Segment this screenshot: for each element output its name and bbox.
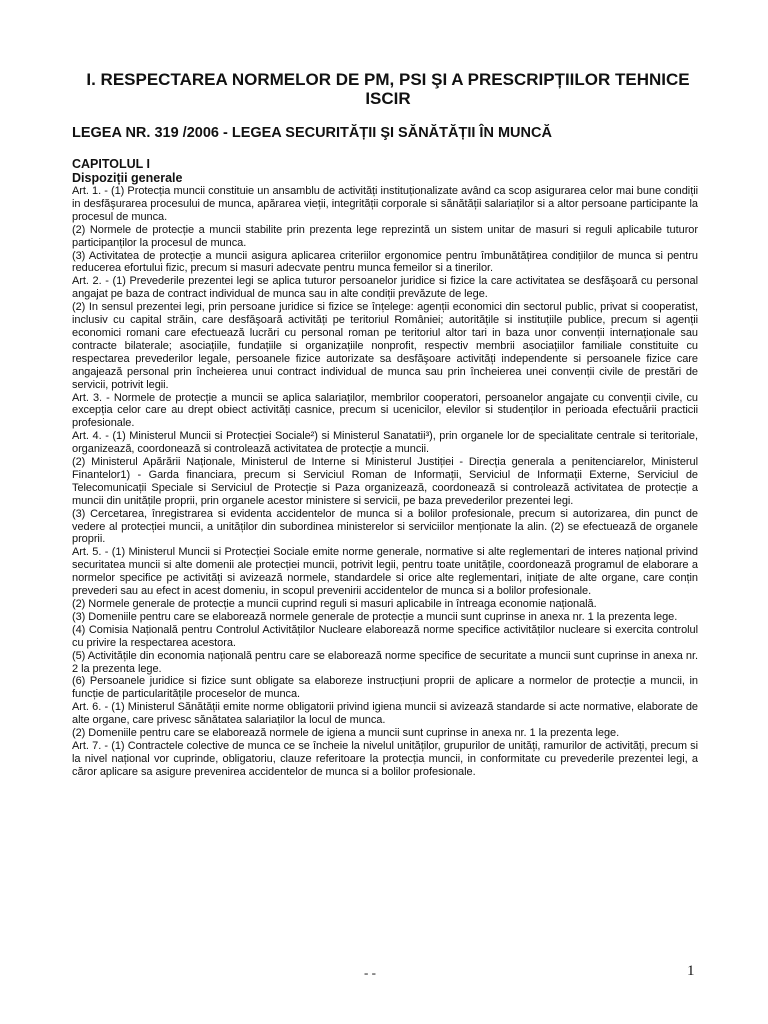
paragraph: Art. 6. - (1) Ministerul Sănătății emite norme obligatorii privind igiena muncii si avizează standarde si acte normative, elaborate de alte organe, care privesc sănătatea salariaților la locul de munca. <box>72 701 698 727</box>
law-title: LEGEA NR. 319 /2006 - LEGEA SECURITĂȚII ŞI SĂNĂTĂȚII ÎN MUNCĂ <box>72 125 552 141</box>
paragraph: (3) Cercetarea, înregistrarea si evidenta accidentelor de munca si a bolilor profesionale, precum si autorizarea, din punct de vedere al protecției muncii, a unităților din subordinea ministerelor si serviciilor menționate la alin. (2) se efectuează de organele proprii. <box>72 507 698 546</box>
paragraph: Art. 2. - (1) Prevederile prezentei legi se aplica tuturor persoanelor juridice si fizice la care activitatea se desfăşoară cu personal angajat pe baza de contract individual de munca sau in alte condiții prevăzute de lege. <box>72 275 698 301</box>
paragraph: Art. 4. - (1) Ministerul Muncii si Protecției Sociale²) si Ministerul Sanatatii³), prin organele lor de specialitate centrale si teritoriale, organizează, coordonează si controlează activitatea de protecție a muncii. <box>72 430 698 456</box>
chapter-heading: CAPITOLUL I <box>72 157 151 171</box>
chapter-subtitle: Dispoziții generale <box>72 171 183 185</box>
document-page <box>72 70 698 779</box>
paragraph: (2) Domeniile pentru care se elaborează normele de igiena a muncii sunt cuprinse in anexa nr. 1 la prezenta lege. <box>72 727 620 740</box>
paragraph: (2) In sensul prezentei legi, prin persoane juridice si fizice se înțelege: agenții economici din sectorul public, privat si cooperatist, inclusiv cu capital străin, care desfăşoară activități pe teritoriul României; autoritățile si instituțiile publice, precum si agenții economici romani care efectuează lucrări cu personal roman pe teritoriul altor tari in baza unor convenții internaționale sau contracte bilaterale; asociațiile, fundațiile si organizațiile nonprofit, respectiv membrii asociațiilor familiale constituite cu respectarea prevederilor legale, persoanele fizice autorizate sa desfăşoare activități independente si persoanele fizice care angajează personal prin încheierea unui contract individual de munca sau prin încheierea unei convenții civile de prestări de servicii, potrivit legii. <box>72 301 698 391</box>
paragraph: Art. 5. - (1) Ministerul Muncii si Protecției Sociale emite norme generale, normative si alte reglementari de interes național privind securitatea muncii si alte domenii ale protecției muncii, potrivit legii, pentru toate unitățile, coordonează programul de elaborare a normelor specifice pe activități si avizează normele, standardele si orice alte reglementari, inițiate de alte organe, care conțin prevederi sau au efect in acest domeniu, in scopul prevenirii accidentelor de munca si a bolilor profesionale. <box>72 546 698 598</box>
footer-dashes: - - <box>364 965 376 980</box>
paragraph: Art. 1. - (1) Protecția muncii constituie un ansamblu de activități instituționalizate având ca scop asigurarea celor mai bune condiții in desfăşurarea procesului de munca, apărarea vieții, integrității corporale si sănătății salariaților si a altor persoane participante la procesul de munca. <box>72 185 698 223</box>
paragraph: Art. 7. - (1) Contractele colective de munca ce se încheie la nivelul unităților, grupurilor de unități, ramurilor de activități, precum si la nivel național vor cuprinde, obligatoriu, clauze referitoare la protecția muncii, in conformitate cu prevederile prezentei legi, a căror aplicare sa asigure prevenirea accidentelor de munca si a bolilor profesionale. <box>72 739 698 778</box>
paragraph: (2) Normele generale de protecție a muncii cuprind reguli si masuri aplicabile in întreaga economie națională. <box>72 598 597 610</box>
paragraph: (3) Domeniile pentru care se elaborează normele generale de protecție a muncii sunt cuprinse in anexa nr. 1 la prezenta lege. <box>72 610 678 623</box>
paragraph: (2) Normele de protecție a muncii stabilite prin prezenta lege reprezintă un sistem unitar de masuri si reguli aplicabile tuturor participanților la procesul de munca. <box>72 223 698 249</box>
paragraph: (3) Activitatea de protecție a muncii asigura aplicarea criteriilor ergonomice pentru îmbunătățirea condițiilor de munca si pentru reducerea efortului fizic, precum si masuri adecvate pentru munca femeilor si a tinerilor. <box>72 249 698 275</box>
page-footer <box>0 965 768 985</box>
paragraph: (5) Activitățile din economia națională pentru care se elaborează norme specifice de securitate a muncii sunt cuprinse in anexa nr. 2 la prezenta lege. <box>72 649 698 675</box>
paragraph: Art. 3. - Normele de protecție a muncii se aplica salariaților, membrilor cooperatori, persoanelor angajate cu convenții civile, cu excepția celor care au drept obiect activități casnice, precum si ucenicilor, elevilor si studenților in perioada efectuării practicii profesionale. <box>72 391 698 430</box>
paragraph: (6) Persoanele juridice si fizice sunt obligate sa elaboreze instrucțiuni proprii de aplicare a normelor de protecție a muncii, in funcție de particularitățile proceselor de munca. <box>72 675 698 701</box>
paragraph: (2) Ministerul Apărării Naționale, Ministerul de Interne si Ministerul Justiției - Direcția generala a penitenciarelor, Ministerul Finantelor1) - Garda financiara, precum si Serviciul Roman de Informații, Serviciul de Informații Externe, Serviciul de Telecomunicații Speciale si Serviciul de Protecție si Paza organizează, coordonează si controlează activitatea de protecție a muncii din unitățile proprii, prin organele acestor ministere si servicii, pe baza prevederilor prezentei legi. <box>72 456 698 507</box>
paragraph: (4) Comisia Națională pentru Controlul Activităților Nucleare elaborează norme specifice activităților nucleare si exercita controlul cu privire la respectarea acestora. <box>72 623 698 649</box>
document-title: I. RESPECTAREA NORMELOR DE PM, PSI ŞI A PRESCRIPȚIILOR TEHNICE ISCIR <box>86 70 690 108</box>
document-body <box>72 185 698 779</box>
page-number: 1 <box>687 963 695 979</box>
